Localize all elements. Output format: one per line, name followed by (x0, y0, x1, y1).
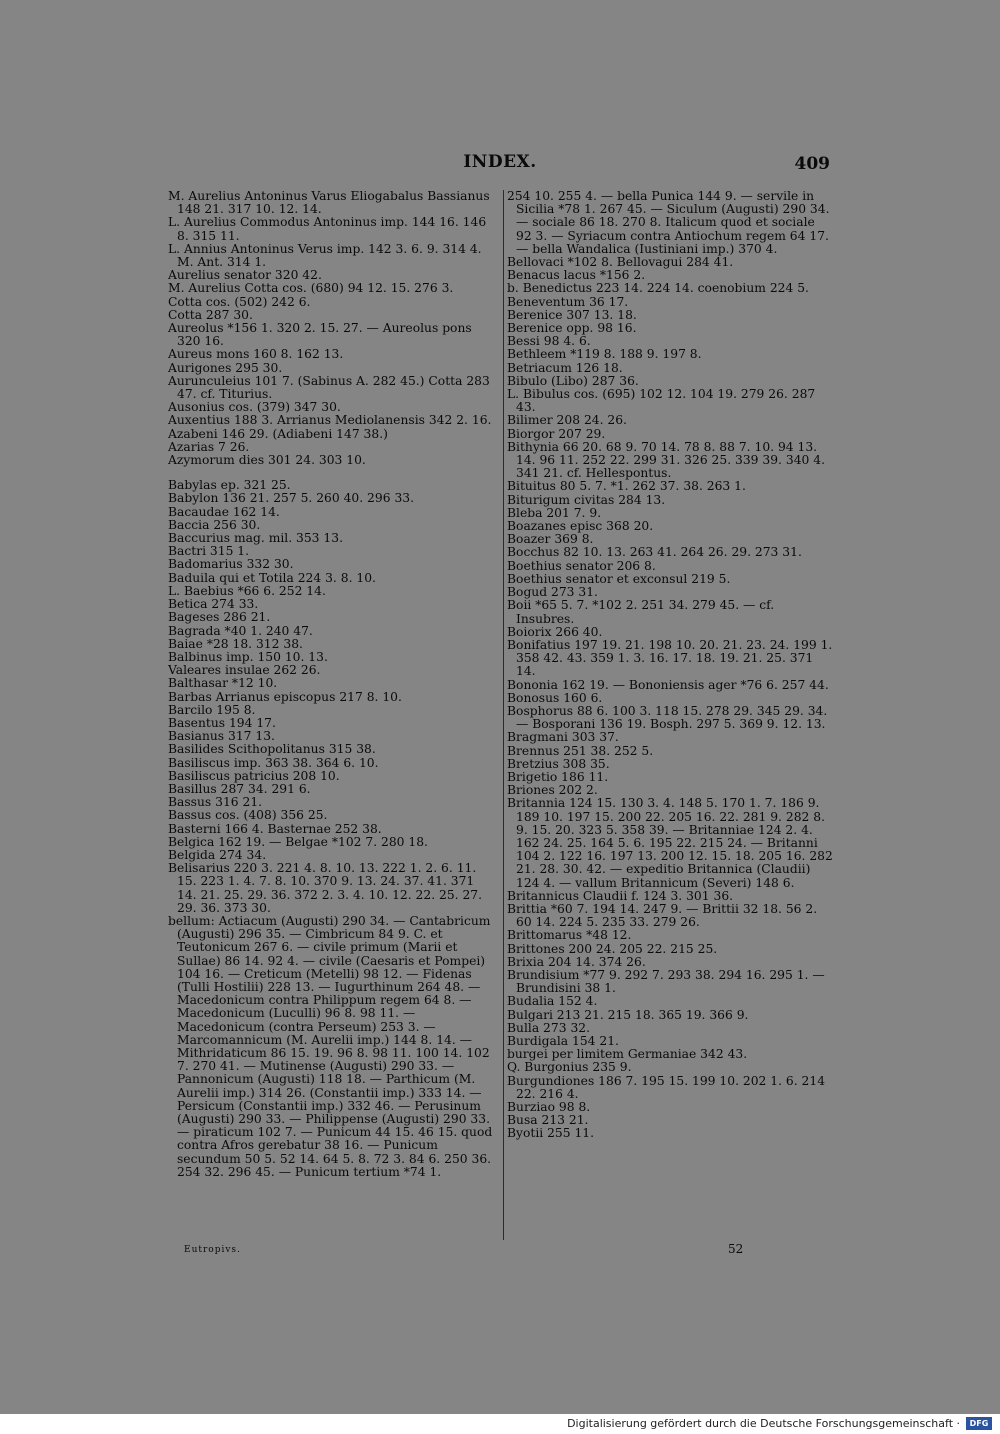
index-entry: Boethius senator et exconsul 219 5. (507, 571, 731, 586)
index-entry: Bosphorus 88 6. 100 3. 118 15. 278 29. 345 29. 34. — Bosporani 136 19. Bosph. 297 5. 369 9. 12. 13. (507, 703, 828, 732)
index-entry: Boethius senator 206 8. (507, 558, 656, 573)
index-entry: Bocchus 82 10. 13. 263 41. 264 26. 29. 273 31. (507, 545, 802, 560)
index-entry: Bonifatius 197 19. 21. 198 10. 20. 21. 23. 24. 199 1. 358 42. 43. 359 1. 3. 16. 17. 18. 19. 21. 25. 371 14. (507, 637, 833, 679)
index-entry: Bononia 162 19. — Bononiensis ager *76 6. 257 44. (507, 677, 829, 692)
index-entry: Aureus mons 160 8. 162 13. (168, 347, 344, 362)
index-entry: L. Bibulus cos. (695) 102 12. 104 19. 279 26. 287 43. (507, 387, 816, 415)
index-entry: Baccurius mag. mil. 353 13. (168, 531, 343, 546)
index-entry: Basterni 166 4. Basternae 252 38. (168, 821, 382, 836)
index-entry: Azabeni 146 29. (Adiabeni 147 38.) (168, 426, 388, 441)
index-entry: Basentus 194 17. (168, 715, 276, 730)
index-entry: Bageses 286 21. (168, 610, 271, 625)
index-entry: Bogud 273 31. (507, 585, 598, 600)
index-entry: Byotii 255 11. (507, 1126, 595, 1141)
left-index-column (168, 190, 494, 1240)
index-entry: Balbinus imp. 150 10. 13. (168, 649, 328, 664)
index-entry: Belisarius 220 3. 221 4. 8. 10. 13. 222 1. 2. 6. 11. 15. 223 1. 4. 7. 8. 10. 370 9. 13. 24. 37. 41. 371 14. 21. 25. 29. 36. 372 2. 3. 4. 10. 12. 22. 25. 27. 29. 36. 373 30. (168, 861, 483, 915)
index-entry: Cotta cos. (502) 242 6. (168, 294, 311, 309)
index-entry: Bassus cos. (408) 356 25. (168, 808, 328, 823)
index-entry: Valeares insulae 262 26. (168, 663, 321, 678)
index-entry: Bassus 316 21. (168, 795, 263, 810)
page-title: INDEX. (463, 152, 537, 172)
index-entry: Bithynia 66 20. 68 9. 70 14. 78 8. 88 7. 10. 94 13. 14. 96 11. 252 22. 299 31. 326 25. 339 39. 340 4. 341 21. cf. Hellespontus. (507, 439, 825, 481)
index-entry: Barbas Arrianus episcopus 217 8. 10. (168, 689, 402, 704)
page-header (170, 152, 830, 180)
index-entry: Q. Burgonius 235 9. (507, 1060, 632, 1075)
index-entry: Bonosus 160 6. (507, 690, 603, 705)
index-entry: Biorgor 207 29. (507, 426, 606, 441)
index-entry: Boazer 369 8. (507, 532, 594, 547)
funding-text: Digitalisierung gefördert durch die Deutsche Forschungsgemeinschaft · (567, 1417, 960, 1430)
index-entry: M. Aurelius Antoninus Varus Eliogabalus Bassianus 148 21. 317 10. 12. 14. (168, 190, 490, 217)
index-entry: Bragmani 303 37. (507, 730, 619, 745)
index-entry: Brennus 251 38. 252 5. (507, 743, 654, 758)
index-entry: Brigetio 186 11. (507, 769, 609, 784)
index-entry: Boiorix 266 40. (507, 624, 603, 639)
index-entry: Bituitus 80 5. 7. *1. 262 37. 38. 263 1. (507, 479, 746, 494)
index-entry: L. Annius Antoninus Verus imp. 142 3. 6. 9. 314 4. M. Ant. 314 1. (168, 241, 482, 270)
index-entry: Bessi 98 4. 6. (507, 334, 591, 349)
index-entry: Bulla 273 32. (507, 1020, 590, 1035)
index-entry: 254 10. 255 4. — bella Punica 144 9. — servile in Sicilia *78 1. 267 45. — Siculum (Augusti) 290 34. — sociale 86 18. 270 8. Italicum quod et sociale 92 3. — Syriacum contra Antiochum regem 64 17. — bella Wandalica (Iustiniani imp.) 370 4. (507, 190, 830, 256)
index-entry: Aureolus *156 1. 320 2. 15. 27. — Aureolus pons 320 16. (168, 321, 472, 349)
index-entry: Benacus lacus *156 2. (507, 268, 646, 283)
index-entry: Belgica 162 19. — Belgae *102 7. 280 18. (168, 834, 428, 849)
index-entry: Bilimer 208 24. 26. (507, 413, 627, 428)
page-number: 409 (794, 154, 830, 174)
index-entry: Bethleem *119 8. 188 9. 197 8. (507, 347, 702, 362)
index-entry: Baduila qui et Totila 224 3. 8. 10. (168, 570, 376, 585)
index-entry: Brixia 204 14. 374 26. (507, 954, 646, 969)
signature-mark: Eutropivs. (184, 1245, 241, 1255)
funding-banner (0, 1414, 1000, 1434)
index-entry: Baiae *28 18. 312 38. (168, 636, 303, 651)
index-entry: bellum: Actiacum (Augusti) 290 34. — Cantabricum (Augusti) 296 35. — Cimbricum 84 9. C. et Teutonicum 267 6. — civile primum (Marii et Sullae) 86 14. 92 4. — civile (Caesaris et Pompei) 104 16. — Creticum (Metelli) 98 12. — Fidenas (Tulli Hostilii) 228 13. — Iugurthinum 264 48. — Macedonicum contra Philippum regem 64 8. — Macedonicum (Luculli) 96 8. 98 11. — Macedonicum (contra Perseum) 253 3. — Marcomannicum (M. Aurelii imp.) 144 8. 14. — Mithridaticum 86 15. 19. 96 8. 98 11. 100 14. 102 7. 270 41. — Mutinense (Augusti) 290 33. — Pannonicum (Augusti) 118 18. — Parthicum (M. Aurelii imp.) 314 26. (Constantii imp.) 333 14. — Persicum (Constantii imp.) 332 46. — Perusinum (Augusti) 290 33. — Philippense (Augusti) 290 33. — piraticum 102 7. — Punicum 44 15. 46 15. quod contra Afros gerebatur 38 16. — Punicum secundum 50 5. 52 14. 64 5. 8. 72 3. 84 6. 250 36. 254 32. 296 45. — Punicum tertium *74 1. (168, 913, 493, 1179)
index-entry: Aurunculeius 101 7. (Sabinus A. 282 45.) Cotta 283 47. cf. Titurius. (168, 373, 490, 402)
index-entry: Busa 213 21. (507, 1113, 589, 1128)
index-entry: Bibulo (Libo) 287 36. (507, 373, 639, 388)
index-entry: Babylon 136 21. 257 5. 260 40. 296 33. (168, 491, 414, 506)
index-entry: Bacaudae 162 14. (168, 504, 280, 519)
index-entry: Bagrada *40 1. 240 47. (168, 623, 313, 638)
index-entry: Bulgari 213 21. 215 18. 365 19. 366 9. (507, 1007, 749, 1022)
index-entry: Burdigala 154 21. (507, 1034, 619, 1048)
index-entry: Basillus 287 34. 291 6. (168, 781, 311, 796)
index-entry: Briones 202 2. (507, 783, 598, 798)
index-entry: L. Aurelius Commodus Antoninus imp. 144 16. 146 8. 315 11. (168, 215, 487, 243)
index-entry: Balthasar *12 10. (168, 676, 278, 691)
index-entry: Burziao 98 8. (507, 1100, 591, 1115)
index-entry: Basilides Scithopolitanus 315 38. (168, 742, 376, 757)
index-entry: Belgida 274 34. (168, 847, 267, 862)
index-entry: Auxentius 188 3. Arrianus Mediolanensis 342 2. 16. (168, 413, 492, 428)
index-entry: Brittones 200 24. 205 22. 215 25. (507, 941, 718, 956)
index-entry: Berenice opp. 98 16. (507, 321, 637, 336)
index-entry: Ausonius cos. (379) 347 30. (168, 400, 341, 415)
index-entry: b. Benedictus 223 14. 224 14. coenobium 224 5. (507, 281, 809, 296)
index-entry: Bactri 315 1. (168, 544, 250, 559)
right-index-column (503, 190, 834, 1240)
index-entry: Cotta 287 30. (168, 307, 253, 322)
index-entry: Betica 274 33. (168, 597, 259, 612)
index-entry: Badomarius 332 30. (168, 557, 294, 572)
index-entry: Biturigum civitas 284 13. (507, 492, 666, 507)
index-entry: Burgundiones 186 7. 195 15. 199 10. 202 1. 6. 214 22. 216 4. (507, 1073, 826, 1101)
index-entry: Boazanes episc 368 20. (507, 519, 654, 534)
index-entry: Aurelius senator 320 42. (168, 268, 322, 283)
index-entry: Basiliscus imp. 363 38. 364 6. 10. (168, 755, 379, 770)
sheet-number: 52 (728, 1242, 744, 1256)
index-entry: Brittomarus *48 12. (507, 928, 632, 943)
index-entry: Azymorum dies 301 24. 303 10. (168, 453, 366, 468)
index-entry: L. Baebius *66 6. 252 14. (168, 583, 326, 598)
index-entry: Basianus 317 13. (168, 729, 275, 744)
index-entry: Britannicus Claudii f. 124 3. 301 36. (507, 888, 734, 903)
index-entry: Aurigones 295 30. (168, 360, 283, 375)
index-entry: Budalia 152 4. (507, 994, 598, 1009)
index-entry: Bretzius 308 35. (507, 756, 610, 771)
index-entry: Baccia 256 30. (168, 517, 261, 532)
dfg-logo-icon: DFG (966, 1417, 992, 1430)
index-entry: Azarias 7 26. (168, 439, 250, 454)
index-entry: Basiliscus patricius 208 10. (168, 768, 340, 783)
index-entry: Britannia 124 15. 130 3. 4. 148 5. 170 1. 7. 186 9. 189 10. 197 15. 200 22. 205 16. 22. 281 9. 282 8. 9. 15. 20. 323 5. 358 39. — Britanniae 124 2. 4. 162 24. 25. 164 5. 6. 195 22. 215 24. — Britanni 104 2. 122 16. 197 13. 200 12. 15. 18. 205 16. 282 21. 28. 30. 42. — expeditio Britannica (Claudii) 124 4. — vallum Britannicum (Severi) 148 6. (507, 796, 833, 890)
index-entry: Betriacum 126 18. (507, 360, 623, 375)
index-entry: Bellovaci *102 8. Bellovagui 284 41. (507, 255, 734, 270)
index-entry: Brundisium *77 9. 292 7. 293 38. 294 16. 295 1. — Brundisini 38 1. (507, 967, 825, 996)
index-entry: Berenice 307 13. 18. (507, 307, 637, 322)
index-entry: burgei per limitem Germaniae 342 43. (507, 1047, 748, 1062)
index-entry: Brittia *60 7. 194 14. 247 9. — Brittii 32 18. 56 2. 60 14. 224 5. 235 33. 279 26. (507, 901, 818, 930)
index-entry: M. Aurelius Cotta cos. (680) 94 12. 15. 276 3. (168, 281, 454, 296)
index-entry: Beneventum 36 17. (507, 294, 629, 309)
index-entry: Boii *65 5. 7. *102 2. 251 34. 279 45. — cf. Insubres. (507, 598, 775, 626)
index-entry: Barcilo 195 8. (168, 702, 256, 717)
index-entry: Bleba 201 7. 9. (507, 505, 602, 520)
index-entry: Babylas ep. 321 25. (168, 478, 291, 493)
